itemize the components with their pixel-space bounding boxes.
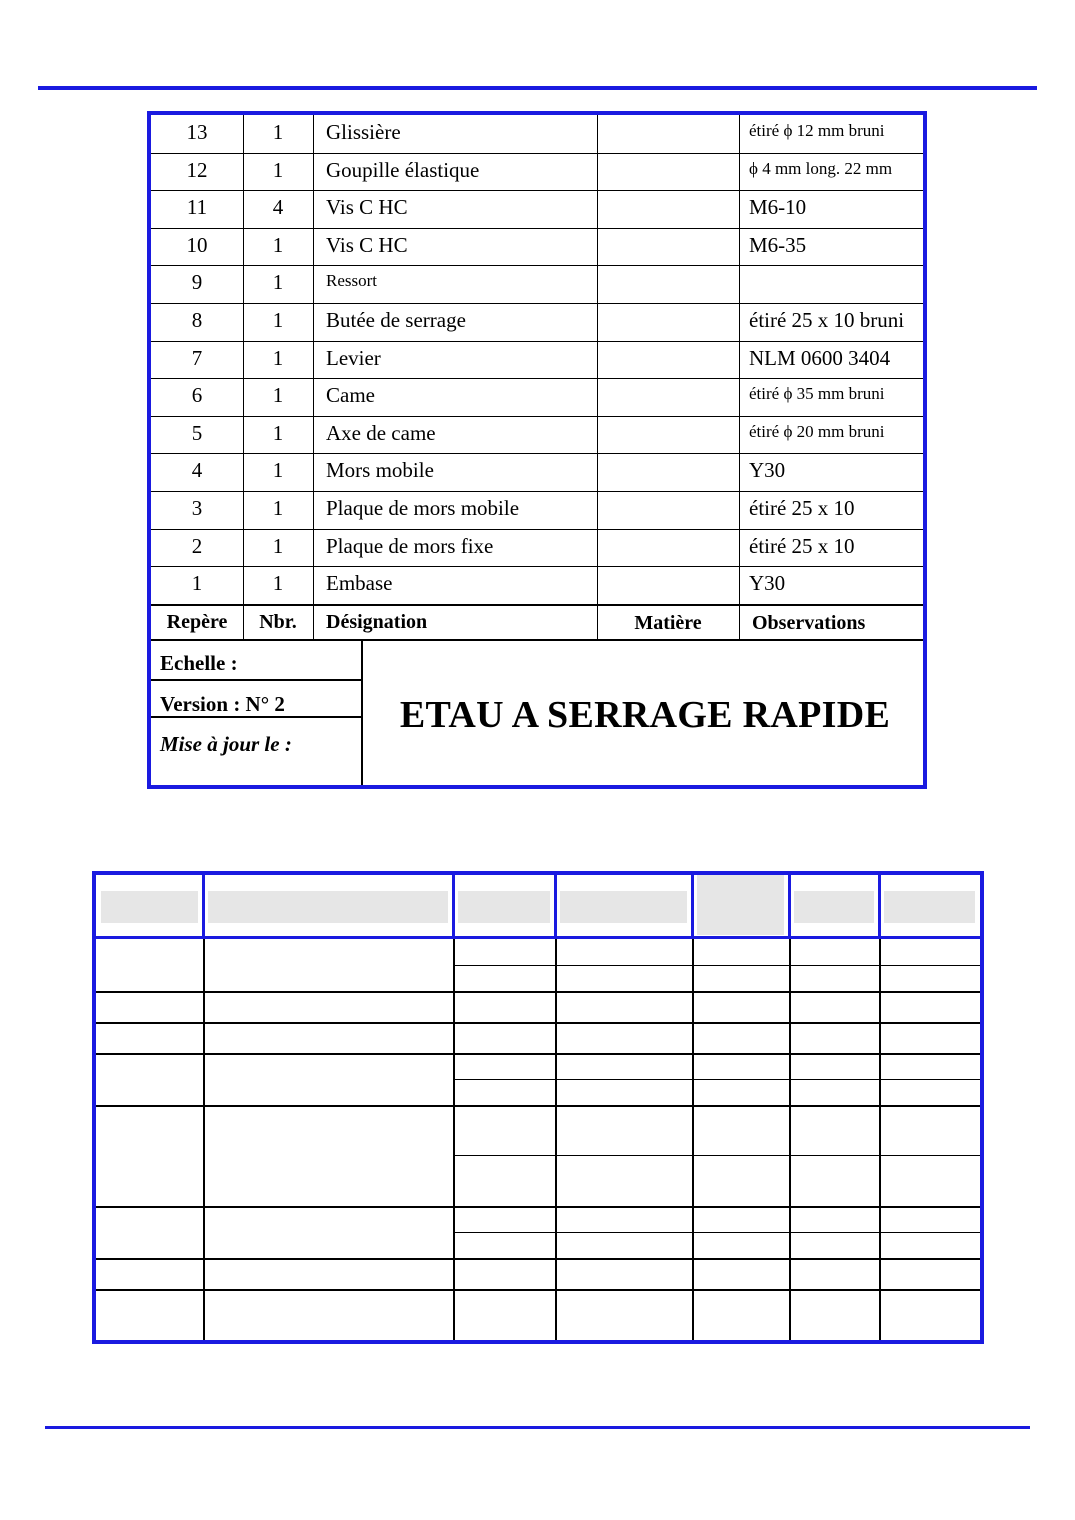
item-designation: Vis C HC — [326, 195, 408, 219]
item-repere: 3 — [191, 496, 203, 520]
scale-label: Echelle : — [160, 651, 238, 675]
revision-subrow-divider — [453, 965, 980, 966]
item-observations: Y30 — [749, 458, 786, 482]
item-observations: étiré ϕ 12 mm bruni — [749, 121, 885, 140]
revision-column-divider — [453, 939, 455, 1340]
revision-row-divider — [96, 1206, 980, 1208]
item-repere: 7 — [191, 346, 203, 370]
update-date-label: Mise à jour le : — [160, 732, 292, 756]
drawing-title: ETAU A SERRAGE RAPIDE — [399, 694, 891, 736]
revision-header-cell — [884, 891, 975, 923]
item-observations: ϕ 4 mm long. 22 mm — [749, 159, 893, 178]
item-designation: Came — [326, 383, 375, 407]
header-divider — [151, 639, 923, 641]
item-nbr: 1 — [272, 270, 284, 294]
item-observations: M6-35 — [749, 233, 807, 257]
row-divider — [151, 416, 923, 417]
row-divider — [151, 265, 923, 266]
item-designation: Plaque de mors fixe — [326, 534, 494, 558]
revision-header-column-divider — [691, 875, 694, 937]
revision-header-column-divider — [878, 875, 881, 937]
item-observations: étiré ϕ 35 mm bruni — [749, 384, 885, 403]
row-divider — [151, 566, 923, 567]
row-divider — [151, 228, 923, 229]
row-divider — [151, 453, 923, 454]
bottom-rule — [45, 1426, 1030, 1429]
row-divider — [151, 153, 923, 154]
revision-table — [92, 871, 984, 1344]
revision-column-divider — [555, 939, 557, 1340]
item-designation: Mors mobile — [326, 458, 434, 482]
revision-header-cell — [208, 891, 448, 923]
revision-column-divider — [879, 939, 881, 1340]
item-observations: Y30 — [749, 571, 786, 595]
item-repere: 1 — [191, 571, 203, 595]
item-nbr: 1 — [272, 383, 284, 407]
item-observations: NLM 0600 3404 — [749, 346, 891, 370]
item-repere: 9 — [191, 270, 203, 294]
revision-header-column-divider — [202, 875, 205, 937]
revision-header-column-divider — [554, 875, 557, 937]
row-divider — [151, 491, 923, 492]
item-nbr: 1 — [272, 308, 284, 332]
item-repere: 13 — [186, 120, 208, 144]
item-nbr: 1 — [272, 571, 284, 595]
row-divider — [151, 190, 923, 191]
revision-header-cell — [458, 891, 550, 923]
revision-row-divider — [96, 1053, 980, 1055]
item-designation: Embase — [326, 571, 393, 595]
revision-row-divider — [96, 991, 980, 993]
revision-header-column-divider — [452, 875, 455, 937]
revision-row-divider — [96, 1258, 980, 1260]
item-nbr: 1 — [272, 233, 284, 257]
revision-subrow-divider — [453, 1155, 980, 1156]
item-nbr: 1 — [272, 120, 284, 144]
item-observations: M6-10 — [749, 195, 807, 219]
revision-column-divider — [203, 939, 205, 1340]
revision-column-divider — [789, 939, 791, 1340]
item-nbr: 1 — [272, 458, 284, 482]
item-nbr: 4 — [272, 195, 284, 219]
revision-row-divider — [96, 1289, 980, 1291]
item-repere: 6 — [191, 383, 203, 407]
row-divider — [151, 604, 923, 606]
revision-header-cell — [101, 891, 198, 923]
nomenclature-block — [147, 111, 927, 789]
item-repere: 4 — [191, 458, 203, 482]
row-divider — [151, 529, 923, 530]
item-nbr: 1 — [272, 534, 284, 558]
revision-row-divider — [96, 1022, 980, 1024]
column-divider — [739, 115, 740, 641]
revision-subrow-divider — [453, 1079, 980, 1080]
item-nbr: 1 — [272, 158, 284, 182]
header-repere: Repère — [166, 611, 228, 633]
item-nbr: 1 — [272, 421, 284, 445]
item-designation: Plaque de mors mobile — [326, 496, 520, 520]
item-designation: Vis C HC — [326, 233, 408, 257]
item-designation: Axe de came — [326, 421, 436, 445]
revision-column-divider — [692, 939, 694, 1340]
header-nbr: Nbr. — [259, 611, 297, 633]
header-designation: Désignation — [326, 611, 428, 633]
row-divider — [151, 303, 923, 304]
column-divider — [243, 115, 244, 641]
item-designation: Glissière — [326, 120, 401, 144]
item-observations: étiré 25 x 10 bruni — [749, 308, 905, 332]
item-repere: 12 — [186, 158, 208, 182]
row-divider — [151, 378, 923, 379]
revision-subrow-divider — [453, 1232, 980, 1233]
item-observations: étiré 25 x 10 — [749, 534, 855, 558]
item-designation: Levier — [326, 346, 381, 370]
revision-header-column-divider — [788, 875, 791, 937]
revision-header-cell — [560, 891, 687, 923]
version-label: Version : N° 2 — [160, 692, 285, 716]
revision-header-cell — [794, 891, 874, 923]
row-divider — [151, 341, 923, 342]
item-repere: 8 — [191, 308, 203, 332]
item-designation: Butée de serrage — [326, 308, 466, 332]
header-observations: Observations — [752, 612, 866, 634]
top-rule — [38, 86, 1037, 90]
cartouche-row-divider — [151, 679, 361, 681]
revision-header-divider — [96, 936, 980, 939]
item-designation: Ressort — [326, 271, 377, 290]
header-matiere: Matière — [634, 612, 702, 634]
item-nbr: 1 — [272, 496, 284, 520]
item-repere: 5 — [191, 421, 203, 445]
column-divider — [313, 115, 314, 641]
revision-row-divider — [96, 1105, 980, 1107]
column-divider — [597, 115, 598, 641]
item-designation: Goupille élastique — [326, 158, 480, 182]
item-observations: étiré ϕ 20 mm bruni — [749, 422, 885, 441]
item-nbr: 1 — [272, 346, 284, 370]
item-repere: 2 — [191, 534, 203, 558]
item-repere: 11 — [186, 195, 208, 219]
item-repere: 10 — [186, 233, 208, 257]
revision-header-cell — [697, 875, 784, 935]
item-observations: étiré 25 x 10 — [749, 496, 855, 520]
